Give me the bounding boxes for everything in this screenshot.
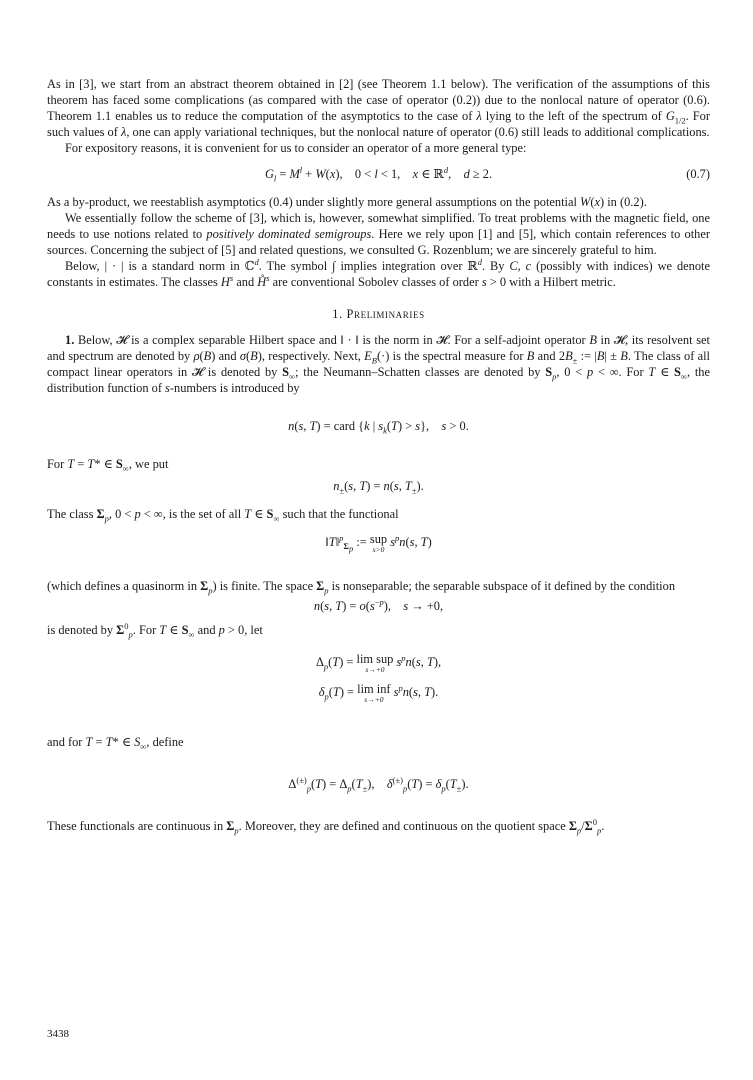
scheme-paragraph: We essentially follow the scheme of [3], which is, however, somewhat simplified. To treat problems with the magnetic field, one needs to use notions related to positively dominated semigroups. Here we rely upon [1] and [5], which contain references to other sources. Concerning the subject of [5] and related questions, we consulted G. Rozenblum; we are sincerely grateful to him. (47, 211, 710, 257)
subspace-text: is denoted by $\Sigma^0_p$. For T ∈ $S_\infty$ and p > 0, let (47, 620, 263, 640)
equation-condition: n(s, $T) = o(s^{-p})$, s → +0, (313, 596, 444, 613)
byproduct-paragraph: As a by-product, we reestablish asymptotics (0.4) under slightly more general assumptions on the potential W(x) in (0.2). (47, 195, 647, 209)
equation-number: (0.7) (686, 167, 710, 181)
continuity-paragraph: These functionals are continuous in $\Sigma_p$. Moreover, they are defined and continuous on the quotient space $\Sigma_p/\Sigma^0_p$. (47, 816, 605, 836)
expository-paragraph: For expository reasons, it is convenient for us to consider an operator of a more general type: (65, 141, 527, 155)
intro-paragraph: As in [3], we start from an abstract theorem obtained in [2] (see Theorem 1.1 below). The verification of the assumptions of this theorem has faced some complications (as compared with the case of operator (0.2)) due to the nonlocal nature of operator (0.6). Theorem 1.1 enables us to reduce the computation of the asymptotics to the case of λ lying to the left of the spectrum of $G_{1/2}$. For such values of λ, one can apply variational techniques, but the nonlocal nature of operator (0.6) still leads to additional complications. (47, 77, 710, 139)
section-heading (47, 306, 710, 322)
section-number: 1. (332, 307, 343, 321)
page-number: 3438 (47, 1028, 69, 1040)
equation-delta-plus-minus: $\Delta^{(\pm)}_p(T) = \Delta_p(T_\pm)$, $\delta^{(\pm)}_p(T) = \delta_p(T_\pm)$. (288, 774, 469, 794)
equation-0-7: $G_l = M^l + W(x)$, 0 < l < 1, x ∈ ℝ$^d$, d ≥ 2. (0.7) (264, 164, 710, 184)
equation-quasinorm: ‖T‖$^p_{\Sigma_p}$ := sup s>0 $s^pn(s$, T) (325, 532, 432, 555)
equation-limsup: $\Delta_p(T) = \lim$ sup s→+0 $s^pn(s$, T), (315, 652, 442, 674)
equation-n-plus-minus: $n_\pm(s$, T) = n(s, $T_\pm$). (333, 479, 424, 496)
selfadjoint-text: For T = T* ∈ $S_\infty$, we put (47, 457, 169, 474)
paper-page (47, 76, 710, 834)
class-sigma-text: The class $\Sigma_p$, 0 < p < ∞, is the set of all T ∈ $S_\infty$ such that the functional (47, 507, 399, 524)
preliminaries-paragraph: 1. Below, 𝓗 is a complex separable Hilbert space and ‖ · ‖ is the norm in 𝓗. For a self-adjoint operator B in 𝓗, its resolvent set and spectrum are denoted by ρ(B) and σ(B), respectively. Next, $E_B(\cdot)$ is the spectral measure for B and $2B_\pm$ := |B| ± B. The class of all compact linear operators in 𝓗 is denoted by $S_\infty$; the Neumann–Schatten classes are denoted by $S_p$, 0 < p < ∞. For T ∈ $S_\infty$, the distribution function of s-numbers is introduced by (47, 333, 711, 395)
notation-paragraph: Below, | · | is a standard norm in ℂ$^d$. The symbol ∫ implies integration over ℝ$^d$. By C, c (possibly with indices) we denote constants in estimates. The classes $H^s$ and H̊$^s$ are conventional Sobolev classes of order s > 0 with a Hilbert metric. (47, 256, 710, 289)
equation-counting-function: n(s, T) = card {k | $s_k(T) > s$}, s > 0. (288, 419, 469, 436)
equation-liminf: $\delta_p(T) = \lim$ inf s→+0 $s^pn(s$, T). (318, 682, 439, 704)
section-title: Preliminaries (346, 307, 425, 321)
define-text: and for T = T* ∈ $S_\infty$, define (47, 735, 184, 752)
quasinorm-paragraph: (which defines a quasinorm in $\Sigma_p$) is finite. The space $\Sigma_p$ is nonseparable; the separable subspace of it defined by the condition (47, 579, 676, 596)
